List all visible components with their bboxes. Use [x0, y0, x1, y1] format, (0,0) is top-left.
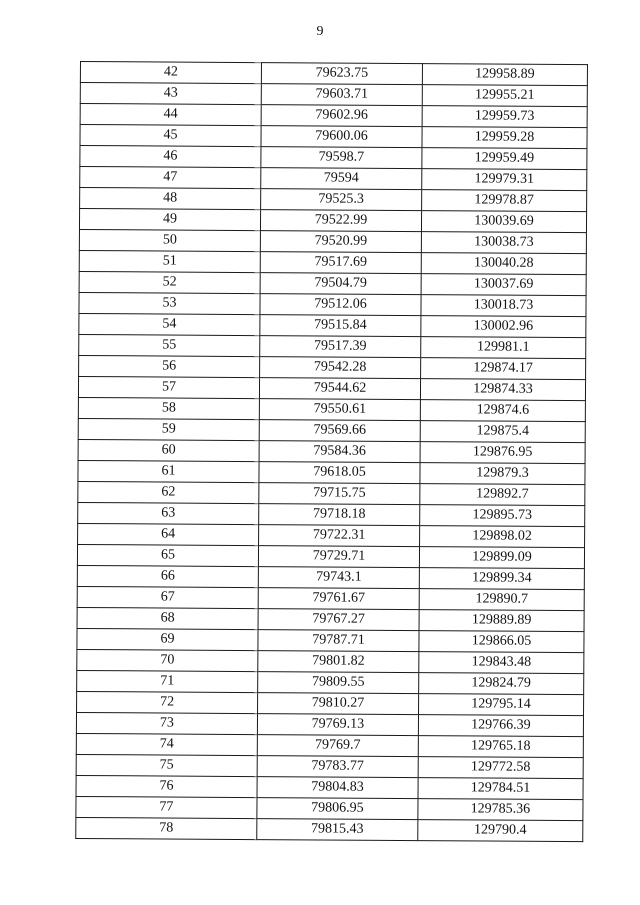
y-coordinate-cell: 129979.31: [422, 169, 587, 191]
x-coordinate-cell: 79809.55: [258, 672, 419, 694]
x-coordinate-cell: 79801.82: [258, 651, 419, 673]
y-coordinate-cell: 129959.49: [422, 148, 587, 170]
point-number-cell: 45: [80, 125, 261, 147]
point-number-cell: 60: [78, 439, 259, 461]
x-coordinate-cell: 79544.62: [259, 378, 420, 400]
y-coordinate-cell: 130040.28: [421, 253, 586, 275]
x-coordinate-cell: 79517.39: [260, 336, 421, 358]
x-coordinate-cell: 79598.7: [261, 147, 422, 169]
x-coordinate-cell: 79806.95: [257, 798, 418, 820]
point-number-cell: 63: [78, 502, 259, 524]
y-coordinate-cell: 129795.14: [419, 694, 584, 716]
x-coordinate-cell: 79584.36: [259, 441, 420, 463]
point-number-cell: 57: [78, 376, 259, 398]
y-coordinate-cell: 129895.73: [420, 505, 585, 527]
x-coordinate-cell: 79722.31: [259, 525, 420, 547]
y-coordinate-cell: 129890.7: [419, 589, 584, 611]
point-number-cell: 67: [77, 586, 258, 608]
y-coordinate-cell: 129874.33: [420, 379, 585, 401]
page-number: 9: [316, 24, 324, 39]
x-coordinate-cell: 79515.84: [260, 315, 421, 337]
x-coordinate-cell: 79517.69: [260, 252, 421, 274]
x-coordinate-cell: 79715.75: [259, 483, 420, 505]
y-coordinate-cell: 129874.17: [421, 358, 586, 380]
coordinates-table-body: [76, 62, 588, 842]
coordinates-table-wrapper: [75, 61, 587, 842]
coordinates-table: [75, 61, 588, 842]
y-coordinate-cell: 129765.18: [418, 736, 583, 758]
y-coordinate-cell: 129955.21: [422, 85, 587, 107]
point-number-cell: 55: [79, 334, 260, 356]
point-number-cell: 59: [78, 418, 259, 440]
point-number-cell: 74: [76, 733, 257, 755]
y-coordinate-cell: 129784.51: [418, 778, 583, 800]
x-coordinate-cell: 79718.18: [259, 504, 420, 526]
x-coordinate-cell: 79525.3: [261, 189, 422, 211]
x-coordinate-cell: 79512.06: [260, 294, 421, 316]
x-coordinate-cell: 79569.66: [259, 420, 420, 442]
table-row: [76, 817, 583, 841]
y-coordinate-cell: 129766.39: [418, 715, 583, 737]
point-number-cell: 46: [80, 146, 261, 168]
x-coordinate-cell: 79603.71: [261, 84, 422, 106]
x-coordinate-cell: 79769.7: [257, 735, 418, 757]
point-number-cell: 48: [80, 188, 261, 210]
y-coordinate-cell: 129978.87: [422, 190, 587, 212]
y-coordinate-cell: 129889.89: [419, 610, 584, 632]
x-coordinate-cell: 79618.05: [259, 462, 420, 484]
x-coordinate-cell: 79783.77: [257, 756, 418, 778]
point-number-cell: 56: [79, 355, 260, 377]
point-number-cell: 49: [79, 209, 260, 231]
x-coordinate-cell: 79550.61: [259, 399, 420, 421]
x-coordinate-cell: 79815.43: [257, 819, 418, 841]
y-coordinate-cell: 129958.89: [422, 64, 587, 86]
y-coordinate-cell: 129899.09: [419, 547, 584, 569]
x-coordinate-cell: 79623.75: [261, 63, 422, 85]
point-number-cell: 65: [77, 544, 258, 566]
point-number-cell: 75: [76, 754, 257, 776]
y-coordinate-cell: 129824.79: [419, 673, 584, 695]
y-coordinate-cell: 129898.02: [420, 526, 585, 548]
x-coordinate-cell: 79743.1: [258, 567, 419, 589]
y-coordinate-cell: 129785.36: [418, 799, 583, 821]
y-coordinate-cell: 129843.48: [419, 652, 584, 674]
y-coordinate-cell: 129874.6: [420, 400, 585, 422]
point-number-cell: 51: [79, 250, 260, 272]
x-coordinate-cell: 79787.71: [258, 630, 419, 652]
point-number-cell: 43: [80, 83, 261, 105]
point-number-cell: 47: [80, 167, 261, 189]
point-number-cell: 52: [79, 271, 260, 293]
y-coordinate-cell: 129876.95: [420, 442, 585, 464]
x-coordinate-cell: 79504.79: [260, 273, 421, 295]
point-number-cell: 61: [78, 460, 259, 482]
point-number-cell: 58: [78, 397, 259, 419]
x-coordinate-cell: 79729.71: [258, 546, 419, 568]
point-number-cell: 77: [76, 796, 257, 818]
y-coordinate-cell: 129981.1: [421, 337, 586, 359]
point-number-cell: 42: [80, 62, 261, 84]
point-number-cell: 54: [79, 313, 260, 335]
point-number-cell: 78: [76, 817, 257, 839]
point-number-cell: 76: [76, 775, 257, 797]
y-coordinate-cell: 129790.4: [418, 820, 583, 842]
point-number-cell: 73: [76, 712, 257, 734]
point-number-cell: 53: [79, 292, 260, 314]
y-coordinate-cell: 130018.73: [421, 295, 586, 317]
y-coordinate-cell: 130037.69: [421, 274, 586, 296]
y-coordinate-cell: 129879.3: [420, 463, 585, 485]
y-coordinate-cell: 129899.34: [419, 568, 584, 590]
x-coordinate-cell: 79761.67: [258, 588, 419, 610]
point-number-cell: 68: [77, 607, 258, 629]
x-coordinate-cell: 79542.28: [260, 357, 421, 379]
y-coordinate-cell: 129892.7: [420, 484, 585, 506]
x-coordinate-cell: 79769.13: [257, 714, 418, 736]
y-coordinate-cell: 130039.69: [421, 211, 586, 233]
y-coordinate-cell: 129959.73: [422, 106, 587, 128]
x-coordinate-cell: 79804.83: [257, 777, 418, 799]
point-number-cell: 50: [79, 229, 260, 251]
y-coordinate-cell: 129959.28: [422, 127, 587, 149]
y-coordinate-cell: 130002.96: [421, 316, 586, 338]
point-number-cell: 64: [78, 523, 259, 545]
x-coordinate-cell: 79602.96: [261, 105, 422, 127]
point-number-cell: 44: [80, 104, 261, 126]
point-number-cell: 62: [78, 481, 259, 503]
point-number-cell: 72: [77, 691, 258, 713]
y-coordinate-cell: 129772.58: [418, 757, 583, 779]
point-number-cell: 66: [77, 565, 258, 587]
point-number-cell: 71: [77, 670, 258, 692]
x-coordinate-cell: 79600.06: [261, 126, 422, 148]
x-coordinate-cell: 79810.27: [258, 693, 419, 715]
y-coordinate-cell: 129875.4: [420, 421, 585, 443]
x-coordinate-cell: 79767.27: [258, 609, 419, 631]
x-coordinate-cell: 79522.99: [260, 210, 421, 232]
point-number-cell: 70: [77, 649, 258, 671]
y-coordinate-cell: 130038.73: [421, 232, 586, 254]
y-coordinate-cell: 129866.05: [419, 631, 584, 653]
x-coordinate-cell: 79520.99: [260, 231, 421, 253]
x-coordinate-cell: 79594: [261, 168, 422, 190]
point-number-cell: 69: [77, 628, 258, 650]
